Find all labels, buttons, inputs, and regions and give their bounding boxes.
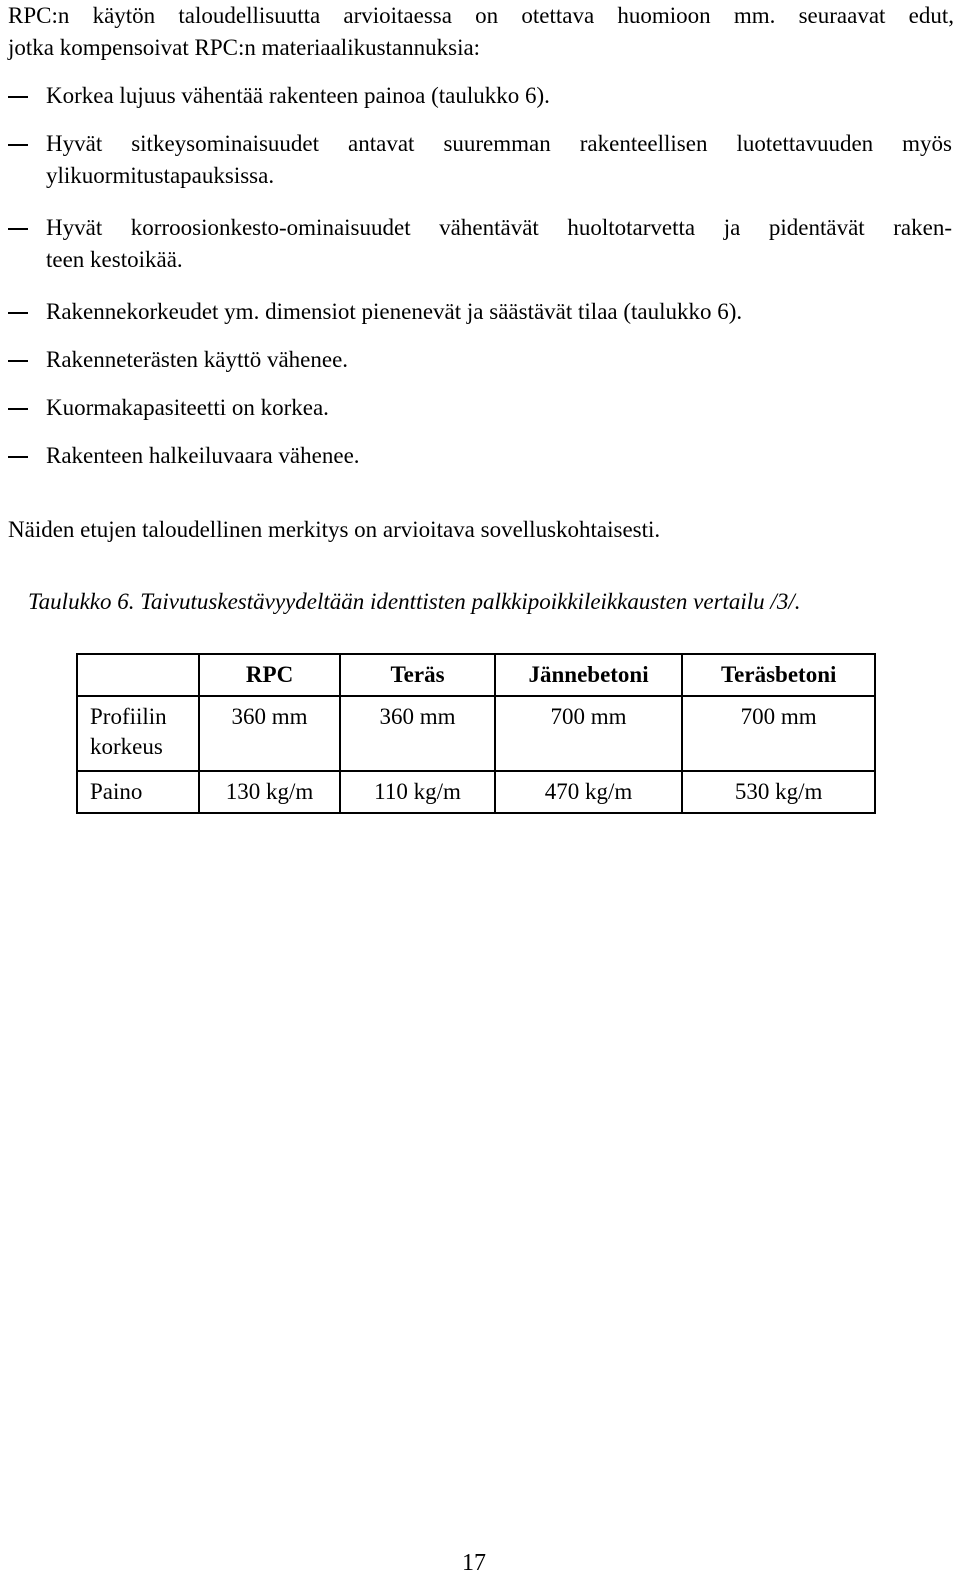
- dash-bullet-icon: [8, 456, 28, 458]
- list-item-line: Rakenteen halkeiluvaara vähenee.: [46, 443, 360, 468]
- list-item-text: [46, 128, 952, 192]
- table-header-row: [77, 654, 875, 696]
- table-cell: 470 kg/m: [495, 771, 683, 813]
- column-header: [77, 654, 199, 696]
- row-header-line: Profiilin: [90, 704, 167, 729]
- dash-bullet-icon: [8, 144, 28, 146]
- table-row: [77, 771, 875, 813]
- comparison-table: [76, 653, 876, 814]
- table-cell: 360 mm: [340, 696, 494, 771]
- list-item-text: [46, 392, 952, 424]
- list-item-line: Rakennekorkeudet ym. dimensiot pienenevät ja säästävät tilaa (taulukko 6).: [46, 299, 743, 324]
- dash-bullet-icon: [8, 312, 28, 314]
- list-item-line: Korkea lujuus vähentää rakenteen painoa (taulukko 6).: [46, 83, 550, 108]
- page-number: 17: [462, 1550, 486, 1576]
- intro-line: jotka kompensoivat RPC:n materiaalikustannuksia:: [8, 35, 481, 60]
- table-cell: 110 kg/m: [340, 771, 494, 813]
- dash-bullet-icon: [8, 360, 28, 362]
- list-item-line: Kuormakapasiteetti on korkea.: [46, 395, 329, 420]
- table-row: [77, 696, 875, 771]
- dash-bullet-icon: [8, 96, 28, 98]
- table-cell: 360 mm: [199, 696, 340, 771]
- column-header: Jännebetoni: [495, 654, 683, 696]
- table-cell: 700 mm: [682, 696, 875, 771]
- table-cell: 530 kg/m: [682, 771, 875, 813]
- list-item-line: Rakenneterästen käyttö vähenee.: [46, 347, 349, 372]
- column-header: Teräs: [340, 654, 494, 696]
- list-item-line: Hyvät korroosionkesto-ominaisuudet vähentävät huoltotarvetta ja pidentävät raken-: [46, 215, 952, 240]
- list-item-text: [46, 80, 952, 112]
- table-caption: Taulukko 6. Taivutuskestävyydeltään identtisten palkkipoikkileikkausten vertailu /3/.: [28, 589, 801, 614]
- row-header: [77, 771, 199, 813]
- column-header: Teräsbetoni: [682, 654, 875, 696]
- list-item-text: [46, 440, 952, 472]
- column-header: RPC: [199, 654, 340, 696]
- table-cell: 130 kg/m: [199, 771, 340, 813]
- intro-paragraph: [8, 0, 954, 64]
- list-item-line: ylikuormitustapauksissa.: [46, 163, 275, 188]
- list-item-text: [46, 344, 952, 376]
- dash-bullet-icon: [8, 408, 28, 410]
- table-cell: 700 mm: [495, 696, 683, 771]
- list-item-text: [46, 212, 952, 276]
- intro-line: RPC:n käytön taloudellisuutta arvioitaessa on otettava huomioon mm. seuraavat edut,: [8, 3, 954, 28]
- list-item-text: [46, 296, 952, 328]
- row-header-line: Paino: [90, 779, 143, 804]
- row-header-line: korkeus: [90, 734, 163, 759]
- row-header: [77, 696, 199, 771]
- summary-paragraph: Näiden etujen taloudellinen merkitys on arvioitava sovelluskohtaisesti.: [8, 517, 661, 542]
- dash-bullet-icon: [8, 228, 28, 230]
- list-item-line: Hyvät sitkeysominaisuudet antavat suuremman rakenteellisen luotettavuuden myös: [46, 131, 952, 156]
- list-item-line: teen kestoikää.: [46, 247, 183, 272]
